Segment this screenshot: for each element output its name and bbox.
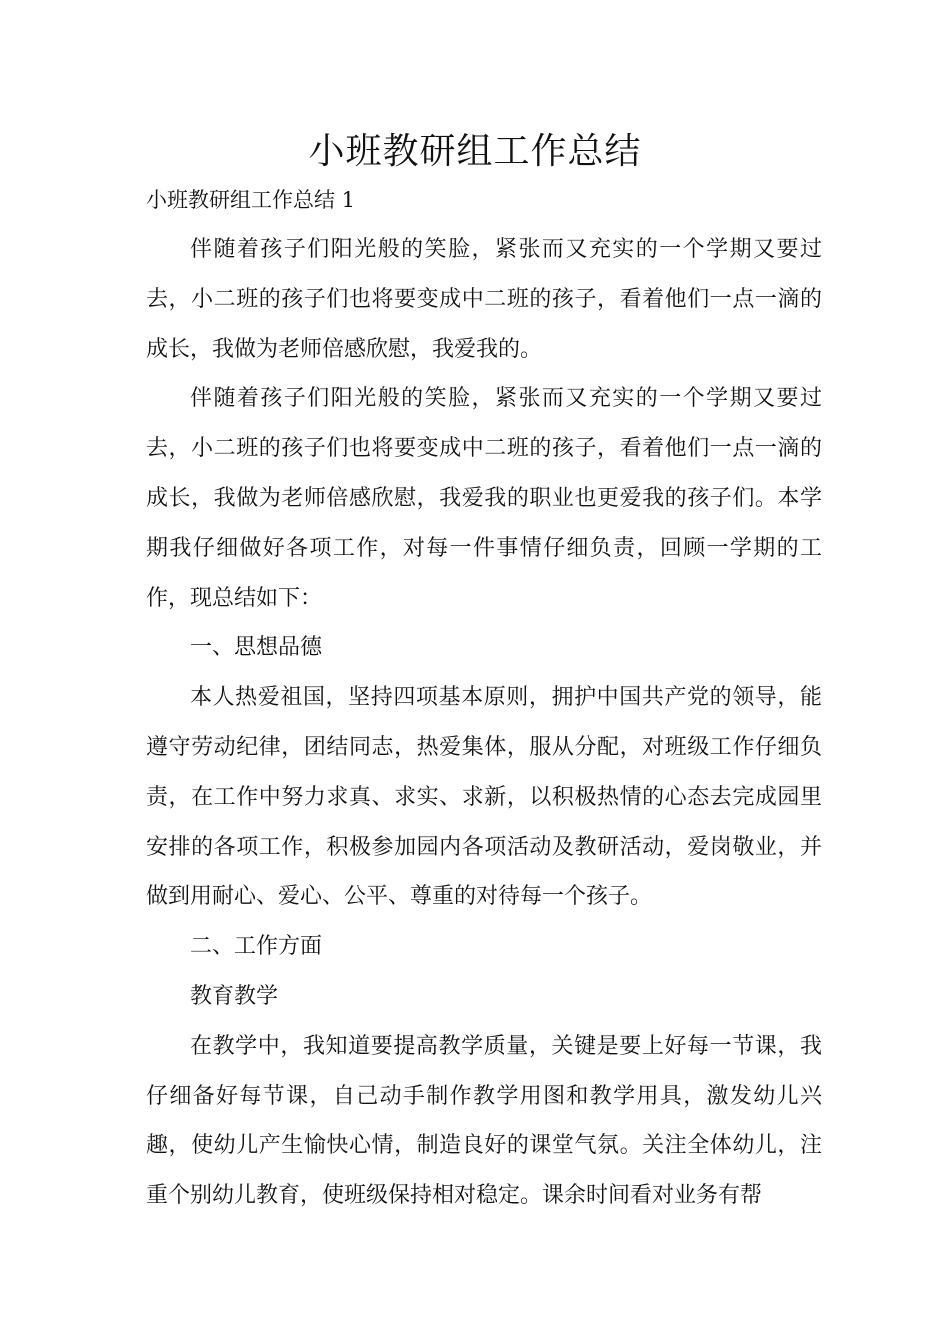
- paragraph: 本人热爱祖国，坚持四项基本原则，拥护中国共产党的领导，能遵守劳动纪律，团结同志，热爱集体，服从分配，对班级工作仔细负责，在工作中努力求真、求实、求新，以积极热情的心态去完成园里安排的各项工作，积极参加园内各项活动及教研活动，爱岗敬业，并做到用耐心、爱心、公平、尊重的对待每一个孩子。: [146, 685, 822, 910]
- document-title: 小班教研组工作总结: [308, 131, 642, 172]
- paragraph: 伴随着孩子们阳光般的笑脸，紧张而又充实的一个学期又要过去，小二班的孩子们也将要变成中二班的孩子，看着他们一点一滴的成长，我做为老师倍感欣慰，我爱我的。: [146, 237, 822, 362]
- section-heading: 二、工作方面: [190, 934, 323, 960]
- document-subtitle: 小班教研组工作总结 1: [146, 188, 356, 212]
- subsection-heading: 教育教学: [190, 983, 279, 1009]
- document-body: [146, 225, 822, 1221]
- paragraph: 伴随着孩子们阳光般的笑脸，紧张而又充实的一个学期又要过去，小二班的孩子们也将要变成中二班的孩子，看着他们一点一滴的成长，我做为老师倍感欣慰，我爱我的职业也更爱我的孩子们。本学期我仔细做好各项工作，对每一件事情仔细负责，回顾一学期的工作，现总结如下：: [146, 386, 822, 611]
- paragraph: 在教学中，我知道要提高教学质量，关键是要上好每一节课，我仔细备好每节课，自己动手制作教学用图和教学用具，激发幼儿兴趣，使幼儿产生愉快心情，制造良好的课堂气氛。关注全体幼儿，注重个别幼儿教育，使班级保持相对稳定。课余时间看对业务有帮: [146, 1033, 822, 1209]
- section-heading: 一、思想品德: [190, 635, 323, 661]
